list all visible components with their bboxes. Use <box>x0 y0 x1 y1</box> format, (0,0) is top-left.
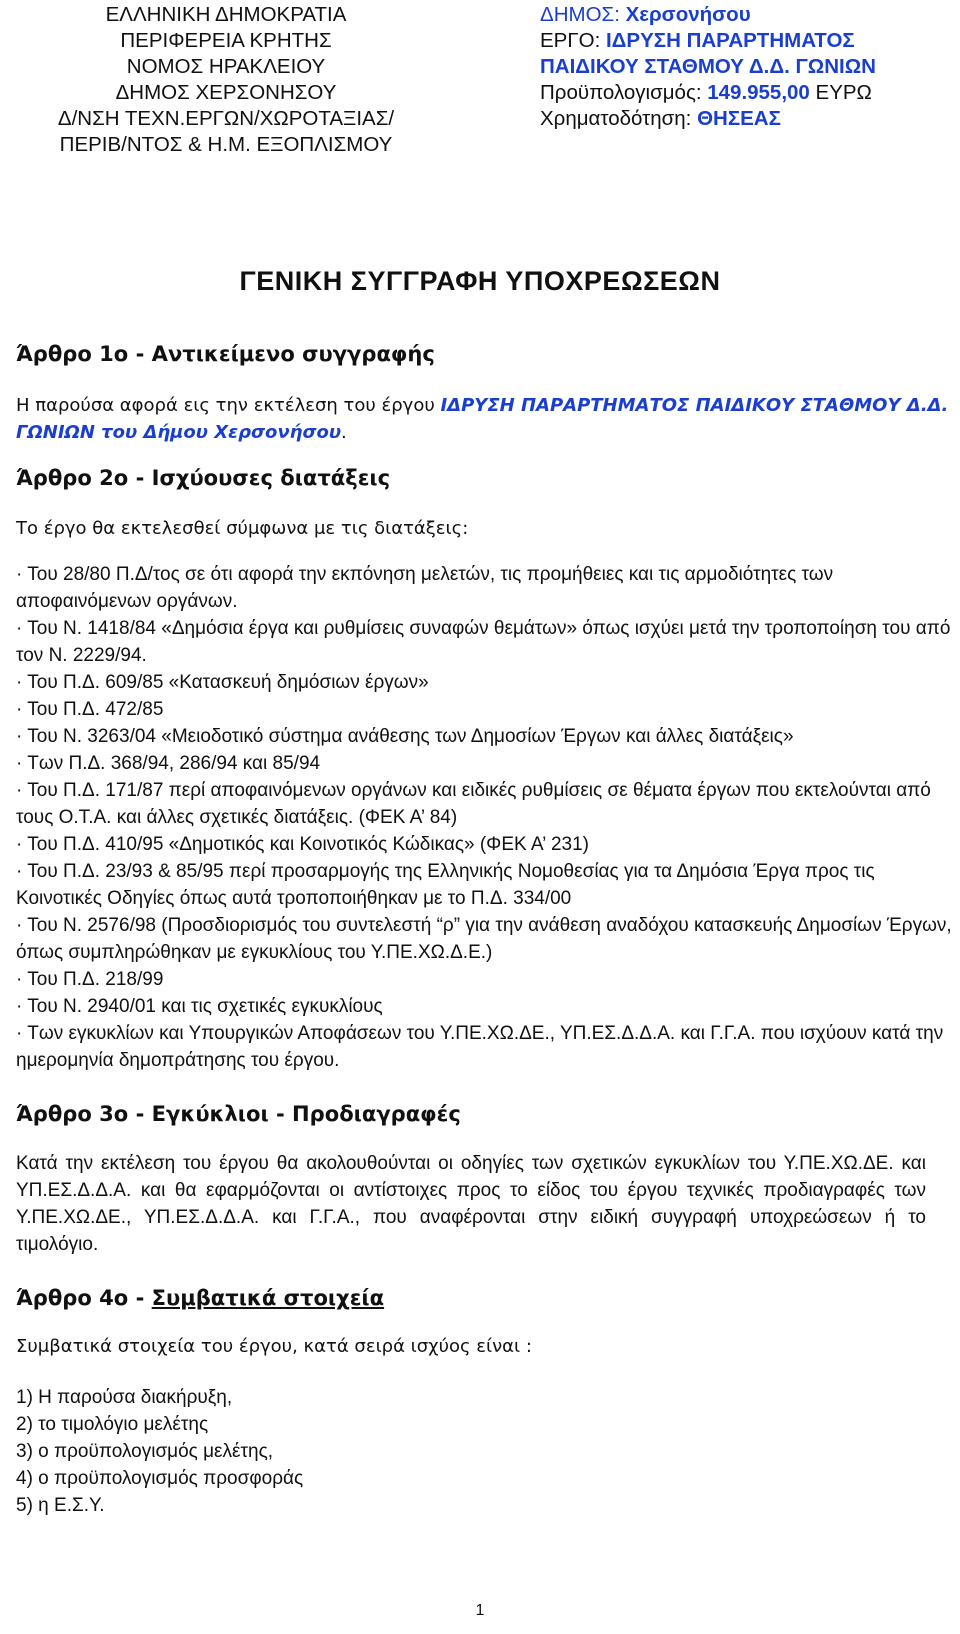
project-name: ΙΔΡΥΣΗ ΠΑΡΑΡΤΗΜΑΤΟΣ ΠΑΙΔΙΚΟΥ ΣΤΑΘΜΟΥ Δ.Δ. ΓΩΝΙΩΝ του Δήμου Χερσονήσου <box>16 395 949 443</box>
issuer-line: ΝΟΜΟΣ ΗΡΑΚΛΕΙΟΥ <box>126 55 326 78</box>
budget-value: 149.955,00 <box>707 81 810 104</box>
list-item: · Του Ν. 2940/01 και τις σχετικές εγκυκλίους <box>16 996 383 1017</box>
list-item: · Του 28/80 Π.Δ/τος σε ότι αφορά την εκπόνηση μελετών, τις προμήθειες και τις αρμοδιότητες των αποφαινόμενων οργάνων. <box>16 564 834 612</box>
project-label: ΕΡΓΟ: <box>540 29 606 52</box>
budget-label: Προϋπολογισμός: <box>540 81 708 104</box>
budget-row <box>540 80 950 106</box>
article-1-text-end: . <box>341 422 347 443</box>
article-4-intro: Συμβατικά στοιχεία του έργου, κατά σειρά ισχύος είναι : <box>16 1336 532 1357</box>
article-1-text <box>16 392 956 446</box>
project-value: ΙΔΡΥΣΗ ΠΑΡΑΡΤΗΜΑΤΟΣ <box>605 29 855 52</box>
page-number: 1 <box>475 1602 485 1619</box>
municipality-row <box>540 2 950 28</box>
funding-label: Χρηματοδότηση: <box>540 107 698 130</box>
list-item: 3) ο προϋπολογισμός μελέτης, <box>16 1441 274 1462</box>
list-item: · Του Π.Δ. 472/85 <box>16 699 164 720</box>
list-item: · Του Π.Δ. 23/93 & 85/95 περί προσαρμογής της Ελληνικής Νομοθεσίας για τα Δημόσια Έργα προς τις Κοινοτικές Οδηγίες όπως αυτά τροποποιήθηκαν με το Π.Δ. 334/00 <box>16 861 875 909</box>
article-4-title-main: Συμβατικά στοιχεία <box>151 1285 385 1310</box>
contract-documents-list <box>16 1384 956 1519</box>
issuer-header <box>36 2 416 158</box>
list-item: 5) η Ε.Σ.Υ. <box>16 1495 105 1516</box>
issuer-line: Δ/ΝΣΗ ΤΕΧΝ.ΕΡΓΩΝ/ΧΩΡΟΤΑΞΙΑΣ/ <box>57 107 395 130</box>
article-4-title-prefix: Άρθρο 4ο - <box>16 1285 152 1310</box>
funding-row <box>540 106 950 132</box>
budget-currency: ΕΥΡΩ <box>809 81 872 104</box>
list-item: · Του Ν. 3263/04 «Μειοδοτικό σύστημα ανάθεσης των Δημοσίων Έργων και άλλες διατάξεις» <box>16 726 794 747</box>
list-item: · Του Π.Δ. 609/85 «Κατασκευή δημόσιων έργων» <box>16 672 429 693</box>
list-item: · Του Ν. 2576/98 (Προσδιορισμός του συντελεστή “ρ” για την ανάθεση αναδόχου κατασκευής Δημοσίων Έργων, όπως συμπληρώθηκαν με εγκυκλίους του Υ.ΠΕ.ΧΩ.Δ.Ε.) <box>16 915 952 963</box>
issuer-line: ΠΕΡΙΦΕΡΕΙΑ ΚΡΗΤΗΣ <box>120 29 332 52</box>
article-4-title <box>16 1284 956 1311</box>
list-item: · Των Π.Δ. 368/94, 286/94 και 85/94 <box>16 753 321 774</box>
list-item: · Του Π.Δ. 410/95 «Δημοτικός και Κοινοτικός Κώδικας» (ΦΕΚ Α’ 231) <box>16 834 589 855</box>
list-item: · Των εγκυκλίων και Υπουργικών Αποφάσεων του Υ.ΠΕ.ΧΩ.ΔΕ., ΥΠ.ΕΣ.Δ.Δ.Α. και Γ.Γ.Α. που ισχύουν κατά την ημερομηνία δημοπράτησης του έργου. <box>16 1023 944 1071</box>
funding-value: ΘΗΣΕΑΣ <box>697 107 781 130</box>
article-2-intro: Το έργο θα εκτελεσθεί σύμφωνα με τις διατάξεις: <box>16 518 469 539</box>
article-1-title: Άρθρο 1ο - Αντικείμενο συγγραφής <box>16 341 435 366</box>
list-item: 4) ο προϋπολογισμός προσφοράς <box>16 1468 304 1489</box>
provisions-list <box>16 561 956 1074</box>
list-item: 1) Η παρούσα διακήρυξη, <box>16 1387 233 1408</box>
issuer-line: ΔΗΜΟΣ ΧΕΡΣΟΝΗΣΟΥ <box>115 81 337 104</box>
article-2-title: Άρθρο 2ο - Ισχύουσες διατάξεις <box>16 465 391 490</box>
list-item: 2) το τιμολόγιο μελέτης <box>16 1414 209 1435</box>
municipality-label: ΔΗΜΟΣ: <box>540 3 626 26</box>
list-item: · Του Ν. 1418/84 «Δημόσια έργα και ρυθμίσεις συναφών θεμάτων» όπως ισχύει μετά την τροποποίηση του από τον Ν. 2229/94. <box>16 618 951 666</box>
document-title: ΓΕΝΙΚΗ ΣΥΓΓΡΑΦΗ ΥΠΟΧΡΕΩΣΕΩΝ <box>239 266 721 296</box>
project-row <box>540 28 950 54</box>
article-3-text: Κατά την εκτέλεση του έργου θα ακολουθούνται οι οδηγίες των σχετικών εγκυκλίων του Υ.ΠΕ.ΧΩ.ΔΕ. και ΥΠ.ΕΣ.Δ.Δ.Α. και θα εφαρμόζονται οι αντίστοιχες προς το είδος του έργου τεχνικές προδιαγραφές των Υ.ΠΕ.ΧΩ.ΔΕ., ΥΠ.ΕΣ.Δ.Δ.Α. και Γ.Γ.Α., που αναφέρονται στην ειδική συγγραφή υποχρεώσεων ή το τιμολόγιο. <box>16 1153 926 1255</box>
project-value-continued: ΠΑΙΔΙΚΟΥ ΣΤΑΘΜΟΥ Δ.Δ. ΓΩΝΙΩΝ <box>540 55 876 78</box>
municipality-value: Χερσονήσου <box>625 3 751 26</box>
article-3-title: Άρθρο 3ο - Εγκύκλιοι - Προδιαγραφές <box>16 1101 461 1126</box>
article-1-text-start: Η παρούσα αφορά εις την εκτέλεση του έργου <box>16 395 441 416</box>
issuer-line: ΕΛΛΗΝΙΚΗ ΔΗΜΟΚΡΑΤΙΑ <box>105 3 347 26</box>
document-body <box>16 340 956 1519</box>
issuer-line: ΠΕΡΙΒ/ΝΤΟΣ & Η.Μ. ΕΞΟΠΛΙΣΜΟΥ <box>59 133 393 156</box>
project-info <box>540 2 950 132</box>
list-item: · Του Π.Δ. 218/99 <box>16 969 164 990</box>
list-item: · Του Π.Δ. 171/87 περί αποφαινόμενων οργάνων και ειδικές ρυθμίσεις σε θέματα έργων που εκτελούνται από τους Ο.Τ.Α. και άλλες σχετικές διατάξεις. (ΦΕΚ Α’ 84) <box>16 780 931 828</box>
